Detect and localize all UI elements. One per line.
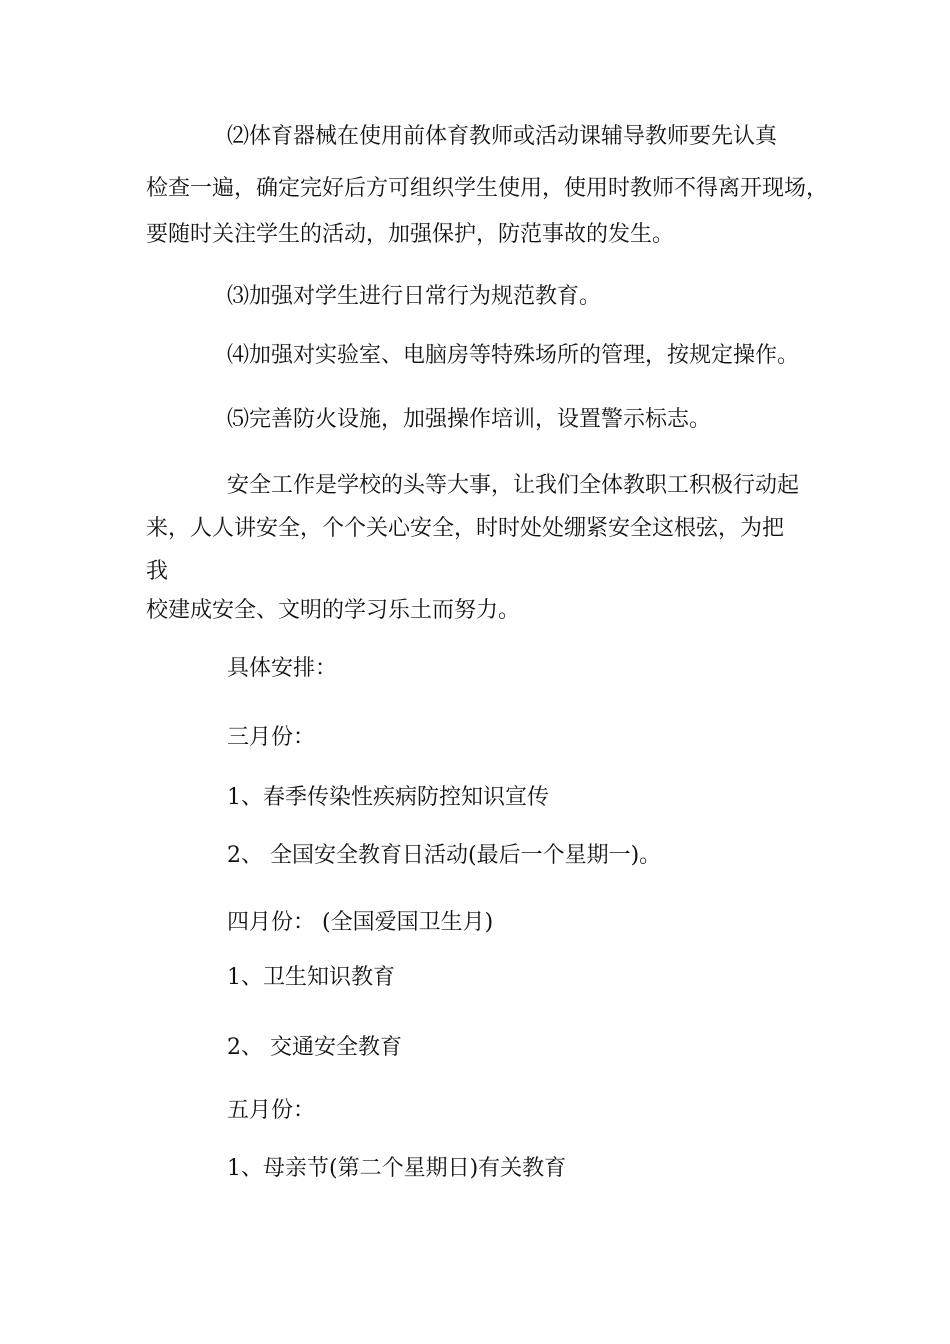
- paragraph-item-5: ⑸完善防火设施，加强操作培训，设置警示标志。: [227, 407, 712, 432]
- closing-paragraph-line-3: 我: [146, 559, 169, 584]
- april-item-1: 1、卫生知识教育: [227, 965, 395, 990]
- paragraph-item-2-line-3: 要随时关注学生的活动，加强保护，防范事故的发生。: [146, 222, 675, 247]
- paragraph-item-2-line-2: 检查一遍，确定完好后方可组织学生使用，使用时教师不得离开现场，: [146, 176, 829, 201]
- closing-paragraph-line-2: 来，人人讲安全，个个关心安全，时时处处绷紧安全这根弦，为把: [146, 516, 785, 541]
- closing-paragraph-line-1: 安全工作是学校的头等大事，让我们全体教职工积极行动起: [227, 473, 800, 498]
- month-heading-april: 四月份： (全国爱国卫生月): [227, 910, 494, 935]
- paragraph-item-3: ⑶加强对学生进行日常行为规范教育。: [227, 284, 602, 309]
- may-item-1: 1、母亲节(第二个星期日)有关教育: [227, 1156, 567, 1181]
- march-item-2: 2、 全国安全教育日活动(最后一个星期一)。: [227, 843, 662, 868]
- paragraph-item-4: ⑷加强对实验室、电脑房等特殊场所的管理，按规定操作。: [227, 343, 800, 368]
- schedule-heading: 具体安排：: [227, 656, 338, 681]
- april-item-2: 2、 交通安全教育: [227, 1035, 402, 1060]
- month-heading-march: 三月份：: [227, 725, 316, 750]
- paragraph-item-2-line-1: ⑵体育器械在使用前体育教师或活动课辅导教师要先认真: [227, 124, 778, 149]
- closing-paragraph-line-4: 校建成安全、文明的学习乐土而努力。: [146, 598, 521, 623]
- march-item-1: 1、春季传染性疾病防控知识宣传: [227, 785, 549, 810]
- month-heading-may: 五月份：: [227, 1098, 316, 1123]
